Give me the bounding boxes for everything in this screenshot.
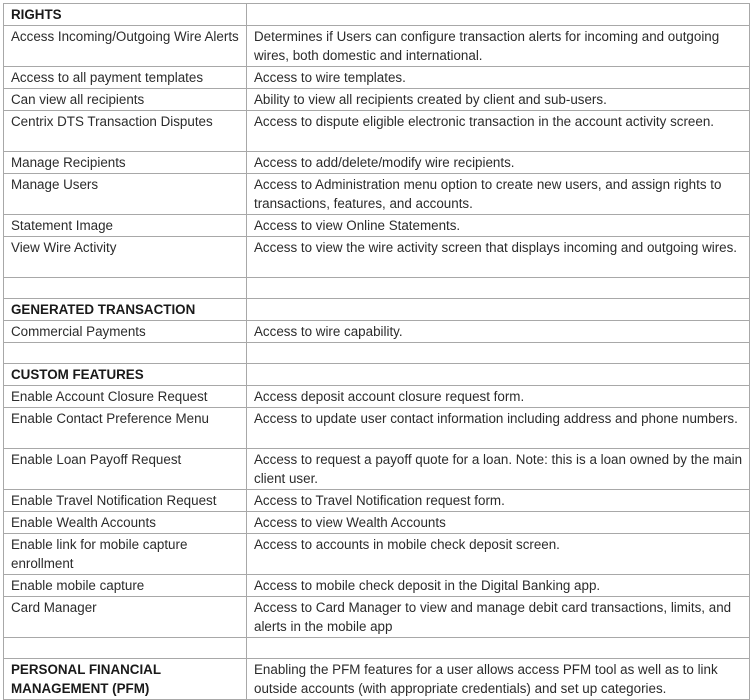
right-name: Manage Users xyxy=(4,174,247,215)
empty-cell xyxy=(4,343,247,364)
section-header-empty-cell xyxy=(247,4,750,26)
right-description: Access to view Online Statements. xyxy=(247,215,750,237)
section-title: GENERATED TRANSACTION xyxy=(4,299,247,321)
right-description: Ability to view all recipients created by client and sub-users. xyxy=(247,89,750,111)
right-description: Access to wire capability. xyxy=(247,321,750,343)
right-description: Access to wire templates. xyxy=(247,67,750,89)
right-name: Enable Account Closure Request xyxy=(4,386,247,408)
table-row xyxy=(4,449,750,490)
right-name: View Wire Activity xyxy=(4,237,247,278)
table-row xyxy=(4,386,750,408)
empty-cell xyxy=(4,278,247,299)
right-name: Manage Recipients xyxy=(4,152,247,174)
table-row xyxy=(4,89,750,111)
right-description: Access to Card Manager to view and manage debit card transactions, limits, and alerts in the mobile app xyxy=(247,597,750,638)
table-row xyxy=(4,408,750,449)
right-name: Enable mobile capture xyxy=(4,575,247,597)
spacer-row xyxy=(4,343,750,364)
right-name: Access Incoming/Outgoing Wire Alerts xyxy=(4,26,247,67)
right-description: Access deposit account closure request form. xyxy=(247,386,750,408)
table-row xyxy=(4,152,750,174)
right-description: Access to view Wealth Accounts xyxy=(247,512,750,534)
right-description: Determines if Users can configure transaction alerts for incoming and outgoing wires, both domestic and international. xyxy=(247,26,750,67)
right-name: Can view all recipients xyxy=(4,89,247,111)
right-name: Enable Contact Preference Menu xyxy=(4,408,247,449)
spacer-row xyxy=(4,278,750,299)
table-row xyxy=(4,174,750,215)
table-row xyxy=(4,215,750,237)
table-row xyxy=(4,321,750,343)
right-name: Enable Travel Notification Request xyxy=(4,490,247,512)
right-name: Enable link for mobile capture enrollment xyxy=(4,534,247,575)
spacer-row xyxy=(4,638,750,659)
right-name: Card Manager xyxy=(4,597,247,638)
empty-cell xyxy=(4,638,247,659)
pfm-description: Enabling the PFM features for a user allows access PFM tool as well as to link outside accounts (with appropriate credentials) and set up categories. xyxy=(247,659,750,700)
section-header-empty-cell xyxy=(247,364,750,386)
table-row xyxy=(4,111,750,152)
right-description: Access to request a payoff quote for a loan. Note: this is a loan owned by the main client user. xyxy=(247,449,750,490)
right-description: Access to Travel Notification request form. xyxy=(247,490,750,512)
table-row xyxy=(4,534,750,575)
right-description: Access to view the wire activity screen that displays incoming and outgoing wires. xyxy=(247,237,750,278)
right-name: Enable Wealth Accounts xyxy=(4,512,247,534)
right-description: Access to dispute eligible electronic transaction in the account activity screen. xyxy=(247,111,750,152)
section-title: CUSTOM FEATURES xyxy=(4,364,247,386)
right-name: Commercial Payments xyxy=(4,321,247,343)
section-header-row xyxy=(4,364,750,386)
right-description: Access to accounts in mobile check deposit screen. xyxy=(247,534,750,575)
table-row xyxy=(4,575,750,597)
table-row xyxy=(4,490,750,512)
right-description: Access to mobile check deposit in the Digital Banking app. xyxy=(247,575,750,597)
section-header-row xyxy=(4,4,750,26)
section-header-empty-cell xyxy=(247,299,750,321)
pfm-title: PERSONAL FINANCIAL MANAGEMENT (PFM) xyxy=(4,659,247,700)
right-name: Enable Loan Payoff Request xyxy=(4,449,247,490)
right-description: Access to Administration menu option to create new users, and assign rights to transactions, features, and accounts. xyxy=(247,174,750,215)
right-name: Centrix DTS Transaction Disputes xyxy=(4,111,247,152)
right-name: Statement Image xyxy=(4,215,247,237)
table-row xyxy=(4,512,750,534)
right-description: Access to add/delete/modify wire recipients. xyxy=(247,152,750,174)
empty-cell xyxy=(247,343,750,364)
right-description: Access to update user contact information including address and phone numbers. xyxy=(247,408,750,449)
section-header-row xyxy=(4,299,750,321)
empty-cell xyxy=(247,278,750,299)
section-title: RIGHTS xyxy=(4,4,247,26)
rights-table xyxy=(3,3,750,700)
table-row xyxy=(4,67,750,89)
table-row xyxy=(4,26,750,67)
table-row xyxy=(4,237,750,278)
right-name: Access to all payment templates xyxy=(4,67,247,89)
empty-cell xyxy=(247,638,750,659)
table-row xyxy=(4,597,750,638)
pfm-row xyxy=(4,659,750,700)
